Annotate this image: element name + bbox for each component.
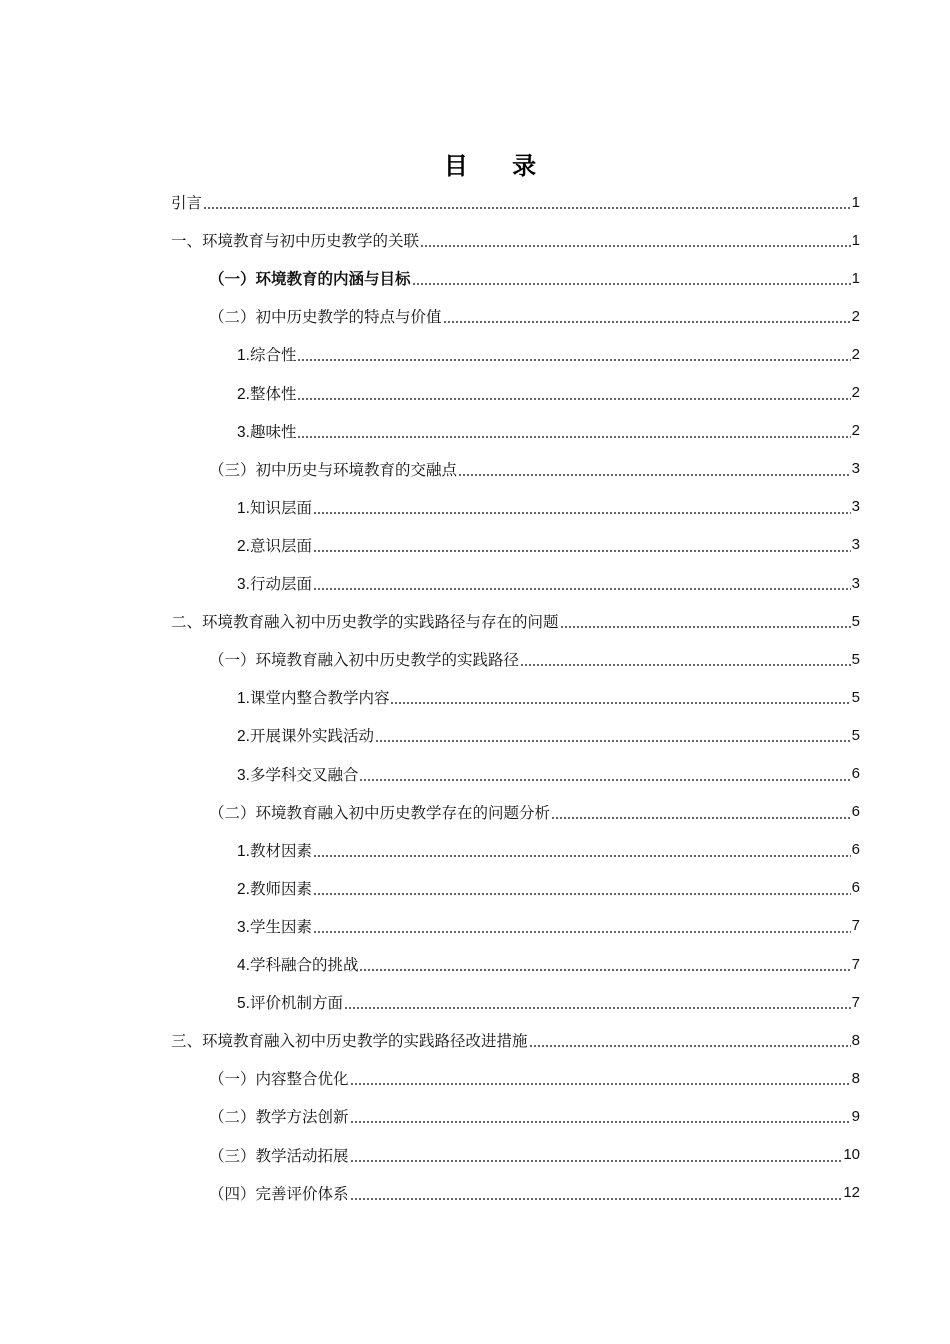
toc-entry[interactable]	[209, 297, 860, 335]
toc-entry[interactable]	[171, 183, 860, 221]
dot-leader	[529, 1031, 851, 1049]
toc-entry-page-number: 5	[851, 726, 860, 744]
toc-entry-label: （二）初中历史教学的特点与价值	[209, 308, 442, 327]
toc-entry-label: 1.知识层面	[237, 498, 312, 517]
dot-leader	[458, 460, 851, 478]
toc-entry-page-number: 6	[851, 841, 860, 859]
toc-entry[interactable]	[171, 221, 860, 259]
dot-leader	[420, 231, 851, 249]
toc-entry[interactable]	[237, 335, 860, 373]
toc-entry-page-number: 3	[851, 460, 860, 478]
dot-leader	[203, 193, 851, 211]
toc-entry-page-number: 5	[851, 612, 860, 630]
toc-entry-label: 一、环境教育与初中历史教学的关联	[171, 232, 420, 251]
toc-entry-label: 3.行动层面	[237, 575, 312, 593]
toc-entry-label: （二）教学方法创新	[209, 1108, 349, 1127]
toc-entry-page-number: 1	[851, 231, 860, 249]
toc-entry-page-number: 3	[851, 536, 860, 554]
toc-entry-label: （一）环境教育融入初中历史教学的实践路径	[209, 651, 520, 670]
toc-entry-label: 3.趣味性	[237, 422, 297, 441]
dot-leader	[375, 726, 851, 744]
dot-leader	[443, 307, 851, 325]
toc-entry-page-number: 1	[851, 269, 860, 287]
toc-entry-page-number: 9	[851, 1107, 860, 1125]
toc-entry-page-number: 7	[851, 955, 860, 973]
dot-leader	[560, 612, 851, 630]
toc-entry[interactable]	[209, 1059, 860, 1097]
toc-entry[interactable]	[237, 412, 860, 450]
toc-entry-label: （三）教学活动拓展	[209, 1146, 349, 1165]
toc-entry-label: （一）内容整合优化	[209, 1070, 349, 1089]
toc-entry-page-number: 7	[851, 917, 860, 935]
toc-entry-label: 4.学科融合的挑战	[237, 956, 359, 974]
dot-leader	[297, 384, 850, 402]
toc-entry-page-number: 6	[851, 803, 860, 821]
toc-entry-page-number: 10	[843, 1146, 860, 1163]
toc-entry-label: 2.教师因素	[237, 879, 312, 898]
dot-leader	[350, 1069, 851, 1087]
toc-entry[interactable]	[237, 374, 860, 412]
dot-leader	[350, 1184, 843, 1202]
toc-entry-page-number: 2	[851, 422, 860, 440]
toc-entry-page-number: 5	[851, 688, 860, 706]
toc-entry[interactable]	[237, 869, 860, 907]
toc-entry[interactable]	[237, 755, 860, 793]
toc-entry[interactable]	[209, 1136, 860, 1174]
toc-entry[interactable]	[237, 526, 860, 564]
dot-leader	[313, 498, 851, 516]
dot-leader	[313, 841, 851, 859]
toc-entry[interactable]	[237, 488, 860, 526]
toc-entry-page-number: 8	[851, 1031, 860, 1049]
toc-entry[interactable]	[209, 259, 860, 297]
toc-entry[interactable]	[171, 602, 860, 640]
dot-leader	[359, 765, 850, 783]
toc-entry-label: 引言	[171, 194, 203, 212]
dot-leader	[359, 955, 850, 973]
toc-entry[interactable]	[237, 678, 860, 716]
toc-entry[interactable]	[209, 1097, 860, 1135]
toc-entry-page-number: 6	[851, 879, 860, 897]
toc-entry-label: （二）环境教育融入初中历史教学存在的问题分析	[209, 803, 551, 822]
toc-entry[interactable]	[237, 564, 860, 602]
toc-entry-label: 三、环境教育融入初中历史教学的实践路径改进措施	[171, 1032, 528, 1051]
toc-entry-label: 2.开展课外实践活动	[237, 727, 374, 746]
toc-entry-label: 1.教材因素	[237, 841, 312, 860]
dot-leader	[412, 269, 851, 287]
toc-entry[interactable]	[237, 983, 860, 1021]
dot-leader	[350, 1146, 843, 1164]
dot-leader	[520, 650, 851, 668]
dot-leader	[313, 879, 851, 897]
dot-leader	[313, 536, 851, 554]
dot-leader	[297, 422, 850, 440]
dot-leader	[350, 1107, 851, 1125]
toc-entry-label: 2.整体性	[237, 384, 297, 403]
toc-entry-page-number: 8	[851, 1069, 860, 1087]
dot-leader	[313, 574, 851, 592]
toc-entry-page-number: 12	[843, 1184, 860, 1202]
toc-entry-label: 3.多学科交叉融合	[237, 765, 359, 784]
toc-entry[interactable]	[237, 945, 860, 983]
toc-entry-page-number: 3	[851, 574, 860, 592]
toc-entry-page-number: 5	[851, 650, 860, 668]
dot-leader	[297, 345, 850, 363]
toc-entry-label: 1.课堂内整合教学内容	[237, 689, 390, 708]
toc-entry-label: （一）环境教育的内涵与目标	[209, 270, 411, 289]
toc-entry-page-number: 6	[851, 765, 860, 782]
toc-entry[interactable]	[237, 716, 860, 754]
toc-entry-label: 5.评价机制方面	[237, 994, 343, 1013]
toc-entry-label: （三）初中历史与环境教育的交融点	[209, 460, 458, 479]
dot-leader	[313, 917, 851, 935]
toc-title: 目 录	[443, 152, 555, 180]
toc-entry-label: 2.意识层面	[237, 536, 312, 555]
toc-entry-page-number: 2	[851, 384, 860, 401]
toc-entry-label: 二、环境教育融入初中历史教学的实践路径与存在的问题	[171, 613, 559, 632]
toc-entry[interactable]	[237, 831, 860, 869]
dot-leader	[344, 993, 851, 1011]
toc-entry-page-number: 1	[851, 193, 860, 211]
toc-entry[interactable]	[171, 1021, 860, 1059]
toc-entry-page-number: 7	[851, 993, 860, 1011]
toc-entry-page-number: 2	[851, 345, 860, 363]
toc-entry-page-number: 3	[851, 498, 860, 516]
toc-entry[interactable]	[209, 640, 860, 678]
toc-entry[interactable]	[209, 1174, 860, 1212]
toc-entry[interactable]	[209, 793, 860, 831]
toc-entry-page-number: 2	[851, 307, 860, 325]
toc-entry-label: 3.学生因素	[237, 917, 312, 936]
toc-entry[interactable]	[237, 907, 860, 945]
dot-leader	[390, 688, 850, 706]
toc-entry[interactable]	[209, 450, 860, 488]
dot-leader	[551, 803, 851, 821]
toc-entry-label: 1.综合性	[237, 346, 297, 365]
toc-entry-label: （四）完善评价体系	[209, 1184, 349, 1203]
